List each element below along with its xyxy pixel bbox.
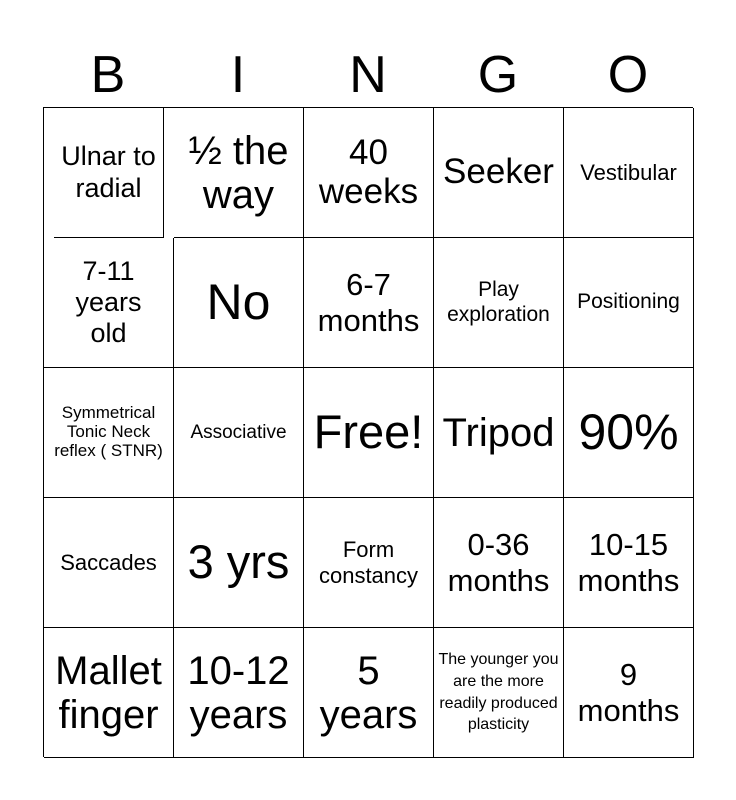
- bingo-cell: Free!: [304, 368, 434, 498]
- bingo-cell: Tripod: [434, 368, 564, 498]
- bingo-cell: Seeker: [434, 108, 564, 238]
- bingo-cell: 7-11 years old: [44, 238, 174, 368]
- bingo-cell: Positioning: [564, 238, 694, 368]
- header-letter-i: I: [230, 46, 246, 104]
- header-letter-n: N: [349, 46, 387, 104]
- bingo-cell: 90%: [564, 368, 694, 498]
- header-letter-g: G: [477, 46, 519, 104]
- bingo-cell: Ulnar to radial: [54, 108, 164, 238]
- bingo-cell: 5 years: [304, 628, 434, 758]
- header-letter-o: O: [607, 46, 649, 104]
- bingo-cell: Vestibular: [564, 108, 694, 238]
- bingo-cell: Symmetrical Tonic Neck reflex ( STNR): [44, 368, 174, 498]
- bingo-cell: ½ the way: [174, 108, 304, 238]
- bingo-grid: [43, 107, 693, 757]
- bingo-cell: The younger you are the more readily produced plasticity: [434, 628, 564, 758]
- bingo-cell: 9 months: [564, 628, 694, 758]
- bingo-cell: Saccades: [44, 498, 174, 628]
- bingo-cell: No: [174, 238, 304, 368]
- bingo-cell: 3 yrs: [174, 498, 304, 628]
- bingo-cell: 10-15 months: [564, 498, 694, 628]
- bingo-cell: Mallet finger: [44, 628, 174, 758]
- bingo-cell: Play exploration: [434, 238, 564, 368]
- bingo-cell: 10-12 years: [174, 628, 304, 758]
- bingo-cell: 40 weeks: [304, 108, 434, 238]
- bingo-cell: 0-36 months: [434, 498, 564, 628]
- bingo-cell: Form constancy: [304, 498, 434, 628]
- bingo-header: [43, 42, 693, 108]
- header-letter-b: B: [90, 46, 126, 104]
- bingo-cell: 6-7 months: [304, 238, 434, 368]
- bingo-cell: Associative: [174, 368, 304, 498]
